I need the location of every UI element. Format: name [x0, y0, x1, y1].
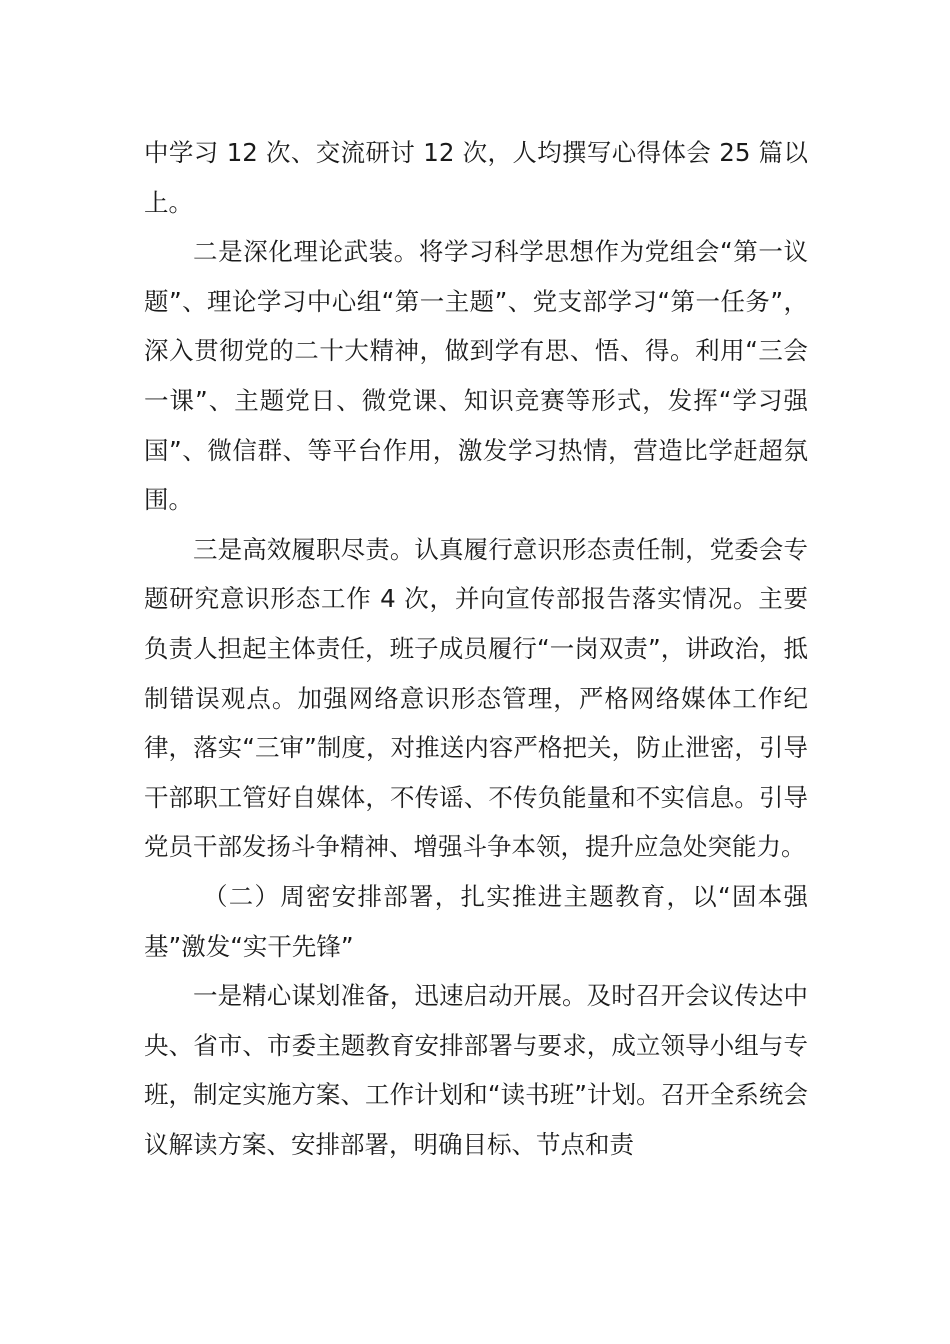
section-heading: （二）周密安排部署，扎实推进主题教育，以“固本强基”激发“实干先锋”	[144, 881, 808, 961]
paragraph-deepen-theory: 二是深化理论武装。将学习科学思想作为党组会“第一议题”、理论学习中心组“第一主题”、党支部学习“第一任务”，深入贯彻党的二十大精神，做到学有思、悟、得。利用“三会一课”、主题党日、微党课、知识竞赛等形式，发挥“学习强国”、微信群、等平台作用，激发学习热情，营造比学赶超氛围。	[144, 237, 808, 515]
paragraph-fulfil-duty: 三是高效履职尽责。认真履行意识形态责任制，党委会专题研究意识形态工作 4 次，并向宣传部报告落实情况。主要负责人担起主体责任，班子成员履行“一岗双责”，讲政治，抵制错误观点。加强网络意识形态管理，严格网络媒体工作纪律，落实“三审”制度，对推送内容严格把关，防止泄密，引导干部职工管好自媒体，不传谣、不传负能量和不实信息。引导党员干部发扬斗争精神、增强斗争本领，提升应急处突能力。	[144, 534, 808, 862]
paragraph-continuation: 中学习 12 次、交流研讨 12 次，人均撰写心得体会 25 篇以上。	[144, 138, 808, 217]
paragraph-careful-planning: 一是精心谋划准备，迅速启动开展。及时召开会议传达中央、省市、市委主题教育安排部署与要求，成立领导小组与专班，制定实施方案、工作计划和“读书班”计划。召开全系统会议解读方案、安排部署，明确目标、节点和责	[144, 981, 808, 1159]
document-body	[144, 128, 808, 1169]
